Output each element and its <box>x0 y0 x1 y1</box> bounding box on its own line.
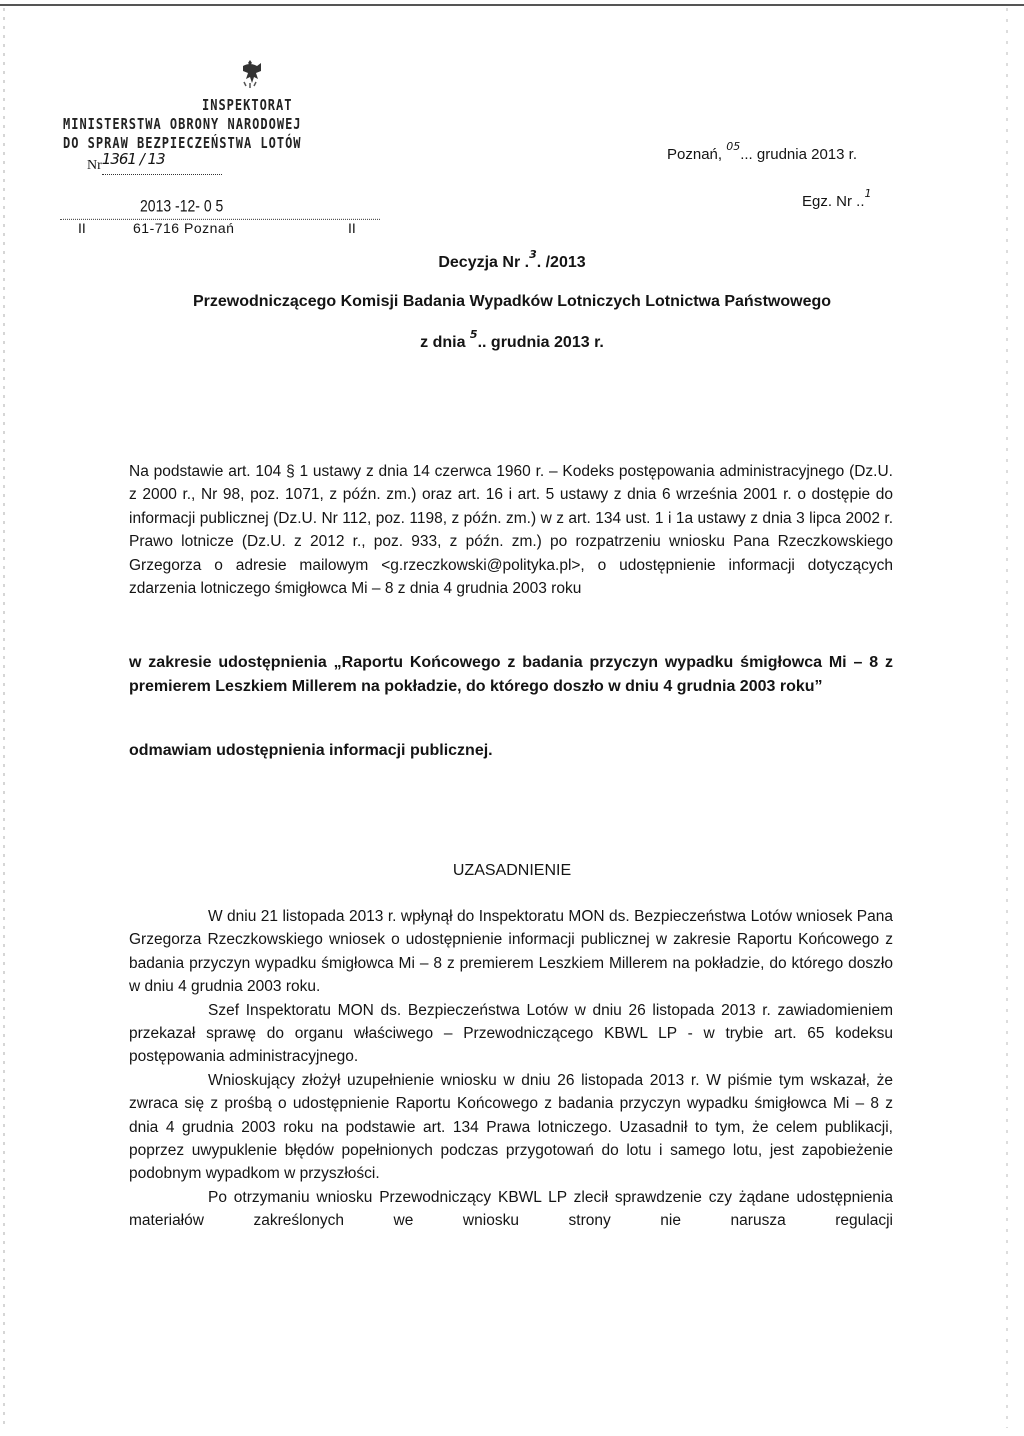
handwritten-day: 05 <box>726 140 741 153</box>
justification-paragraph: Po otrzymaniu wniosku Przewodniczący KBWL LP zlecił sprawdzenie czy żądane udostępnienia materiałów zakreślonych we wniosku strony nie narusza regulacji <box>129 1188 893 1230</box>
scan-top-edge <box>0 4 1024 6</box>
decision-date: z dnia $^5$.. grudnia 2013 r. <box>420 328 604 351</box>
justification-paragraph: W dniu 21 listopada 2013 r. wpłynął do Inspektoratu MON ds. Bezpieczeństwa Lotów wniosek Pana Grzegorza Rzeczkowskiego wniosek o udostępnienie informacji publicznej w zakresie Raportu Końcowego z badania przyczyn wypadku śmigłowca Mi – 8 z premierem Leszkiem Millerem na pokładzie, do którego doszło w dniu 4 grudnia 2003 roku. <box>129 908 893 996</box>
legal-basis-paragraph: Na podstawie art. 104 § 1 ustawy z dnia 14 czerwca 1960 r. – Kodeks postępowania administracyjnego (Dz.U. z 2000 r., Nr 98, poz. 1071, z późn. zm.) oraz art. 16 i art. 5 ustawy z dnia 6 września 2001 r. o dostępie do informacji publicznej (Dz.U. Nr 112, poz. 1198, z późn. zm.) w z art. 134 ust. 1 i 1a ustawy z dnia 3 lipca 2002 r. Prawo lotnicze (Dz.U. z 2012 r., poz. 933, z późn. zm.) po rozpatrzeniu wniosku Pana Rzeczkowskiego Grzegorza o adresie mailowym <g.rzeczkowski@polityka.pl>, o udostępnienie informacji dotyczących zdarzenia lotniczego śmigłowca Mi – 8 z dnia 4 grudnia 2003 roku <box>129 463 893 598</box>
handwritten-decision-number: 3 <box>529 248 537 261</box>
stamp-line-1: INSPEKTORAT <box>202 96 293 114</box>
stamp-line-2: MINISTERSTWA OBRONY NARODOWEJ <box>63 115 302 133</box>
stamp-bar-right: II <box>348 220 356 236</box>
scan-right-edge <box>1006 8 1008 1428</box>
decision-title: Decyzja Nr .$^3$. /2013 <box>438 248 586 271</box>
justification-heading: UZASADNIENIE <box>452 862 572 879</box>
scope-paragraph: w zakresie udostępnienia „Raportu Końcowego z badania przyczyn wypadku śmigłowca Mi – 8 z premierem Leszkiem Millerem na pokładzie, do którego doszło w dniu 4 grudnia 2003 roku” <box>129 654 893 695</box>
justification-body <box>129 905 893 1233</box>
justification-paragraph: Wnioskujący złożył uzupełnienie wniosku w dniu 26 listopada 2013 r. W piśmie tym wskazał, że zwraca się z prośbą o udostępnienie Raportu Końcowego z badania przyczyn wypadku śmigłowca Mi – 8 z dnia 4 grudnia 2003 roku na podstawie art. 134 Prawa lotniczego. Uzasadnił to tym, że celem publikacji, poprzez uwypuklenie błędów popełnionych podczas przygotowań do lotu i samego lotu, jest zapobieżenie podobnym wypadkom w przyszłości. <box>129 1071 893 1183</box>
handwritten-decision-day: 5 <box>469 328 478 341</box>
polish-eagle-emblem-icon <box>235 58 265 90</box>
handwritten-copy-number: 1 <box>864 187 872 200</box>
stamp-date: 2013 -12- 0 5 <box>60 196 380 220</box>
scan-left-edge <box>3 8 5 1428</box>
justification-paragraph: Szef Inspektoratu MON ds. Bezpieczeństwa Lotów w dniu 26 listopada 2013 r. zawiadomieniem przekazał sprawę do organu właściwego – Przewodniczącego KBWL LP - w trybie art. 65 kodeksu postępowania administracyjnego. <box>129 1001 893 1066</box>
decision-issuer: Przewodniczącego Komisji Badania Wypadków Lotniczych Lotnictwa Państwowego <box>192 293 832 310</box>
place-and-date: Poznań, $^{05}$... grudnia 2013 r. <box>667 140 857 163</box>
copy-number: Egz. Nr ..$^1$ <box>802 187 872 210</box>
stamp-number <box>87 150 222 175</box>
stamp-city: 61-716 Poznań <box>133 220 235 236</box>
stamp-nr-label: Nr <box>87 158 102 173</box>
stamp-bar-left: II <box>78 220 86 236</box>
decision-statement: odmawiam udostępnienia informacji publicznej. <box>129 742 493 759</box>
stamp-line-3: DO SPRAW BEZPIECZEŃSTWA LOTÓW <box>63 134 302 152</box>
stamp-nr-value: 1361 / 13 <box>101 150 165 168</box>
